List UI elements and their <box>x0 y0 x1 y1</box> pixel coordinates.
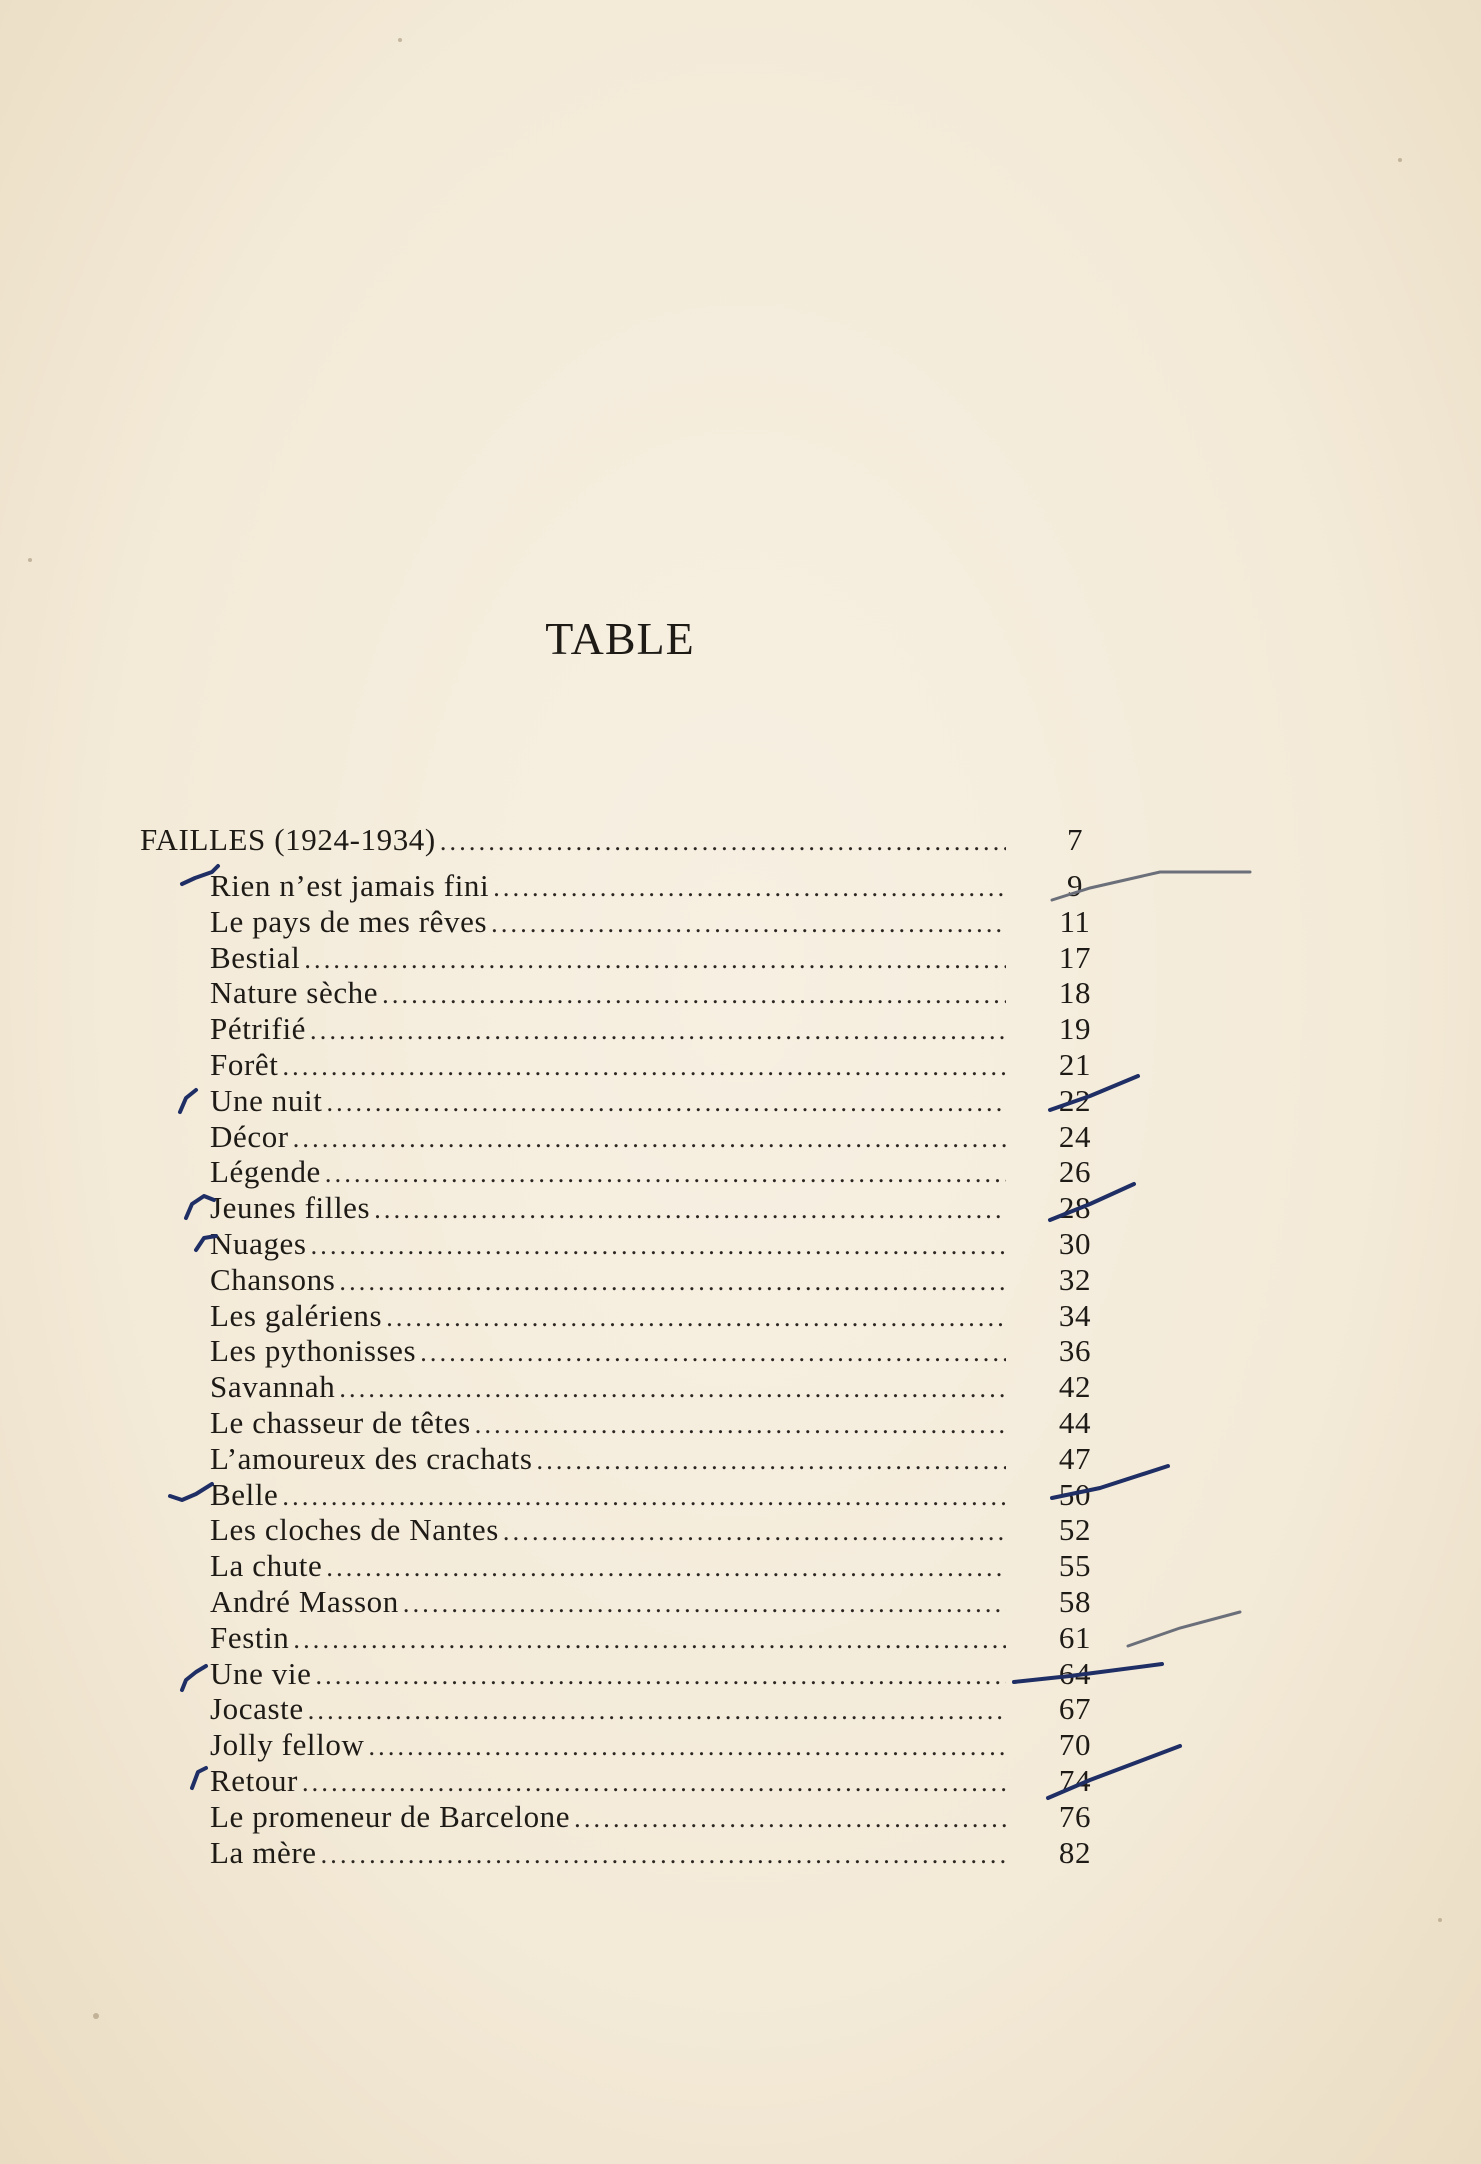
toc-entry[interactable] <box>140 1119 1120 1155</box>
toc-entry-page: 22 <box>1058 1082 1092 1118</box>
toc-entry-title: La mère <box>210 1834 317 1870</box>
toc-entry[interactable] <box>140 1512 1120 1548</box>
toc-entry-page: 76 <box>1058 1798 1092 1834</box>
dot-leader <box>326 1553 1006 1583</box>
toc-entry[interactable] <box>140 1011 1120 1047</box>
toc-entry[interactable] <box>140 1226 1120 1262</box>
toc-entry[interactable] <box>140 904 1120 940</box>
dot-leader <box>311 1231 1006 1261</box>
toc-entry-title: FAILLES (1924-1934) <box>140 822 436 857</box>
toc-entry[interactable] <box>140 1799 1120 1835</box>
dot-leader <box>282 1052 1006 1082</box>
toc-entry[interactable] <box>140 868 1120 904</box>
toc-entry-title: Nature sèche <box>210 975 379 1011</box>
toc-entry[interactable] <box>140 1620 1120 1656</box>
toc-entry-page: 24 <box>1058 1118 1092 1154</box>
toc-entry-title: André Masson <box>210 1583 399 1619</box>
pencil-stroke-icon <box>1128 1612 1240 1646</box>
toc-entry-page: 55 <box>1058 1548 1092 1584</box>
toc-entry-title: Forêt <box>210 1046 279 1082</box>
toc-entry-page: 74 <box>1058 1762 1092 1798</box>
toc-entry-title: Jolly fellow <box>210 1727 365 1763</box>
toc-entry-page: 26 <box>1058 1154 1092 1190</box>
toc-entry[interactable] <box>140 1083 1120 1119</box>
toc-entry-title: L’amoureux des crachats <box>210 1440 533 1476</box>
toc-entry[interactable] <box>140 1262 1120 1298</box>
toc-entry-title: Retour <box>210 1762 298 1798</box>
toc-entry-title: Belle <box>210 1476 279 1512</box>
toc-entry-title: Décor <box>210 1118 289 1154</box>
dot-leader <box>537 1446 1006 1476</box>
toc-entry-page: 36 <box>1058 1333 1092 1369</box>
toc-entry-title: Les galériens <box>210 1297 383 1333</box>
dot-leader <box>491 909 1006 939</box>
toc-entry-title: Une nuit <box>210 1082 323 1118</box>
dot-leader <box>475 1410 1006 1440</box>
toc-entry-title: Le promeneur de Barcelone <box>210 1798 571 1834</box>
dot-leader <box>310 1016 1006 1046</box>
toc-entry-title: Nuages <box>210 1225 307 1261</box>
dot-leader <box>304 945 1006 975</box>
dot-leader <box>440 827 1006 857</box>
toc-entry-page: 19 <box>1058 1011 1092 1047</box>
toc-entry-page: 67 <box>1058 1691 1092 1727</box>
toc-entry-page: 44 <box>1058 1404 1092 1440</box>
toc-entry[interactable] <box>140 1154 1120 1190</box>
dot-leader <box>321 1840 1006 1870</box>
toc-entry-page: 82 <box>1058 1834 1092 1870</box>
toc-entry-page: 50 <box>1058 1476 1092 1512</box>
toc-entry-page: 70 <box>1058 1727 1092 1763</box>
toc-entry[interactable] <box>140 1835 1120 1871</box>
toc-entry-page: 58 <box>1058 1583 1092 1619</box>
toc-entry-page: 9 <box>1066 868 1084 903</box>
dot-leader <box>315 1661 1006 1691</box>
toc-entry[interactable] <box>140 1369 1120 1405</box>
toc-entry-page: 32 <box>1058 1261 1092 1297</box>
dot-leader <box>382 980 1006 1010</box>
toc-entry-page: 34 <box>1058 1297 1092 1333</box>
toc-entry-page: 17 <box>1058 939 1092 975</box>
dot-leader <box>282 1482 1006 1512</box>
toc-entry-title: Les pythonisses <box>210 1333 417 1369</box>
dot-leader <box>386 1303 1006 1333</box>
toc-entry[interactable] <box>140 1548 1120 1584</box>
toc-entry[interactable] <box>140 1441 1120 1477</box>
dot-leader <box>374 1195 1006 1225</box>
dot-leader <box>339 1267 1006 1297</box>
toc-entry[interactable] <box>140 1477 1120 1513</box>
dot-leader <box>368 1732 1006 1762</box>
toc-entry-title: Le pays de mes rêves <box>210 903 488 939</box>
toc-entry-title: Chansons <box>210 1261 336 1297</box>
toc-entry-title: Savannah <box>210 1369 336 1405</box>
toc-entry[interactable] <box>140 1333 1120 1369</box>
toc-entry-page: 52 <box>1058 1512 1092 1548</box>
toc-entry[interactable] <box>140 1763 1120 1799</box>
dot-leader <box>302 1768 1006 1798</box>
toc-entry-title: Jocaste <box>210 1691 304 1727</box>
toc-section-entry[interactable] <box>140 822 1120 866</box>
toc-entry[interactable] <box>140 1584 1120 1620</box>
dot-leader <box>339 1374 1006 1404</box>
table-of-contents <box>140 822 1120 1870</box>
dot-leader <box>326 1088 1006 1118</box>
page-title: TABLE <box>545 613 695 664</box>
dot-leader <box>293 1124 1006 1154</box>
toc-entry[interactable] <box>140 1298 1120 1334</box>
toc-entry-page: 11 <box>1059 903 1091 939</box>
toc-entry[interactable] <box>140 1190 1120 1226</box>
toc-entry-title: Une vie <box>210 1655 312 1691</box>
dot-leader <box>493 873 1006 903</box>
toc-entry[interactable] <box>140 1691 1120 1727</box>
toc-entry-title: Rien n’est jamais fini <box>210 868 490 903</box>
toc-entry-page: 18 <box>1058 975 1092 1011</box>
toc-entry[interactable] <box>140 940 1120 976</box>
toc-entry-title: Pétrifié <box>210 1011 307 1047</box>
dot-leader <box>308 1696 1006 1726</box>
toc-entry-title: Les cloches de Nantes <box>210 1512 499 1548</box>
dot-leader <box>325 1159 1006 1189</box>
toc-entry-page: 30 <box>1058 1225 1092 1261</box>
toc-entry-page: 21 <box>1058 1046 1092 1082</box>
toc-entry[interactable] <box>140 1405 1120 1441</box>
toc-entry-page: 28 <box>1058 1190 1092 1226</box>
toc-entry-page: 7 <box>1066 822 1084 857</box>
toc-entry-title: Jeunes filles <box>210 1190 371 1226</box>
toc-entry-page: 64 <box>1058 1655 1092 1691</box>
dot-leader <box>293 1625 1006 1655</box>
toc-entry-title: Festin <box>210 1619 290 1655</box>
toc-entry[interactable] <box>140 1656 1120 1692</box>
toc-entry[interactable] <box>140 975 1120 1011</box>
toc-entry-title: Légende <box>210 1154 321 1190</box>
toc-entry-page: 42 <box>1058 1369 1092 1405</box>
toc-entry-title: La chute <box>210 1548 323 1584</box>
toc-entry[interactable] <box>140 1047 1120 1083</box>
dot-leader <box>503 1517 1006 1547</box>
toc-entry-page: 47 <box>1058 1440 1092 1476</box>
dot-leader <box>420 1338 1006 1368</box>
dot-leader <box>574 1804 1006 1834</box>
toc-entry[interactable] <box>140 1727 1120 1763</box>
toc-entry-title: Le chasseur de têtes <box>210 1404 471 1440</box>
toc-entry-page: 61 <box>1058 1619 1092 1655</box>
dot-leader <box>403 1589 1006 1619</box>
toc-entry-title: Bestial <box>210 939 301 975</box>
